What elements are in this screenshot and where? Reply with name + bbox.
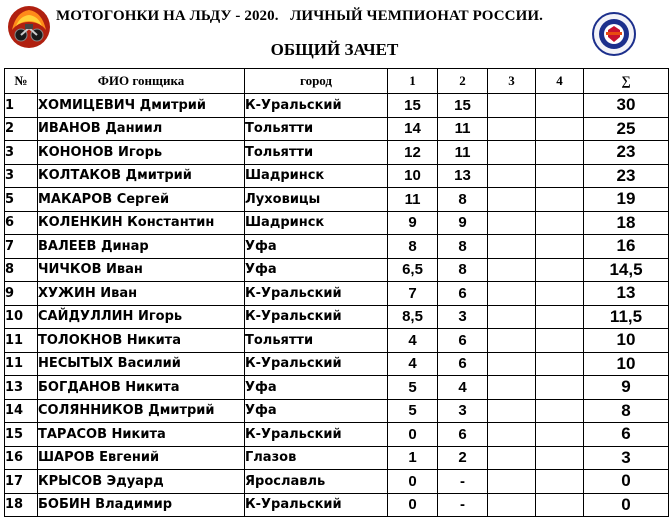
position-cell: 9 — [5, 282, 38, 306]
round-3-score-cell — [488, 493, 536, 517]
round-4-score-cell — [536, 188, 584, 212]
table-row — [5, 399, 669, 423]
city-cell: К-Уральский — [245, 305, 388, 329]
position-cell: 14 — [5, 399, 38, 423]
round-1-score-cell: 0 — [388, 470, 438, 494]
round-1-score-cell: 0 — [388, 493, 438, 517]
total-score-cell: 10 — [584, 329, 669, 353]
city-cell: Шадринск — [245, 211, 388, 235]
col-header-rider-name: ФИО гонщика — [38, 69, 245, 94]
city-cell: К-Уральский — [245, 282, 388, 306]
round-2-score-cell: 2 — [438, 446, 488, 470]
total-score-cell: 30 — [584, 94, 669, 118]
round-1-score-cell: 11 — [388, 188, 438, 212]
col-header-total: ∑ — [584, 69, 669, 94]
table-row — [5, 329, 669, 353]
table-row — [5, 493, 669, 517]
round-4-score-cell — [536, 258, 584, 282]
city-cell: Уфа — [245, 399, 388, 423]
city-cell: К-Уральский — [245, 352, 388, 376]
table-row — [5, 446, 669, 470]
city-cell: Тольятти — [245, 329, 388, 353]
position-cell: 7 — [5, 235, 38, 259]
position-cell: 3 — [5, 141, 38, 165]
rider-name-cell: САЙДУЛЛИН Игорь — [38, 305, 245, 329]
rider-name-cell: НЕСЫТЫХ Василий — [38, 352, 245, 376]
position-cell: 10 — [5, 305, 38, 329]
round-4-score-cell — [536, 305, 584, 329]
position-cell: 2 — [5, 117, 38, 141]
rider-name-cell: ТАРАСОВ Никита — [38, 423, 245, 447]
round-2-score-cell: 8 — [438, 235, 488, 259]
total-score-cell: 25 — [584, 117, 669, 141]
round-2-score-cell: - — [438, 493, 488, 517]
round-2-score-cell: 13 — [438, 164, 488, 188]
round-3-score-cell — [488, 470, 536, 494]
round-1-score-cell: 4 — [388, 352, 438, 376]
round-2-score-cell: 11 — [438, 141, 488, 165]
round-2-score-cell: 6 — [438, 423, 488, 447]
total-score-cell: 18 — [584, 211, 669, 235]
city-cell: К-Уральский — [245, 423, 388, 447]
total-score-cell: 13 — [584, 282, 669, 306]
total-score-cell: 3 — [584, 446, 669, 470]
total-score-cell: 9 — [584, 376, 669, 400]
city-cell: К-Уральский — [245, 94, 388, 118]
position-cell: 3 — [5, 164, 38, 188]
round-2-score-cell: 6 — [438, 282, 488, 306]
total-score-cell: 10 — [584, 352, 669, 376]
table-row — [5, 423, 669, 447]
round-1-score-cell: 10 — [388, 164, 438, 188]
rider-name-cell: ХОМИЦЕВИЧ Дмитрий — [38, 94, 245, 118]
rider-name-cell: БОБИН Владимир — [38, 493, 245, 517]
round-4-score-cell — [536, 235, 584, 259]
round-3-score-cell — [488, 329, 536, 353]
round-3-score-cell — [488, 235, 536, 259]
position-cell: 13 — [5, 376, 38, 400]
document-header — [0, 0, 669, 68]
rider-name-cell: КОНОНОВ Игорь — [38, 141, 245, 165]
round-4-score-cell — [536, 117, 584, 141]
rider-name-cell: КОЛЕНКИН Константин — [38, 211, 245, 235]
city-cell: Луховицы — [245, 188, 388, 212]
round-1-score-cell: 7 — [388, 282, 438, 306]
table-row — [5, 376, 669, 400]
position-cell: 1 — [5, 94, 38, 118]
round-2-score-cell: 3 — [438, 399, 488, 423]
round-2-score-cell: 11 — [438, 117, 488, 141]
round-2-score-cell: 8 — [438, 258, 488, 282]
round-1-score-cell: 8 — [388, 235, 438, 259]
position-cell: 8 — [5, 258, 38, 282]
round-3-score-cell — [488, 94, 536, 118]
standings-table — [4, 68, 669, 517]
table-header-row — [5, 69, 669, 94]
table-row — [5, 282, 669, 306]
table-row — [5, 470, 669, 494]
position-cell: 18 — [5, 493, 38, 517]
round-4-score-cell — [536, 493, 584, 517]
total-score-cell: 11,5 — [584, 305, 669, 329]
table-row — [5, 188, 669, 212]
table-row — [5, 352, 669, 376]
round-4-score-cell — [536, 352, 584, 376]
round-4-score-cell — [536, 446, 584, 470]
total-score-cell: 0 — [584, 493, 669, 517]
round-2-score-cell: 6 — [438, 329, 488, 353]
round-3-score-cell — [488, 141, 536, 165]
round-4-score-cell — [536, 164, 584, 188]
round-1-score-cell: 15 — [388, 94, 438, 118]
total-score-cell: 14,5 — [584, 258, 669, 282]
round-1-score-cell: 9 — [388, 211, 438, 235]
table-row — [5, 211, 669, 235]
col-header-city: город — [245, 69, 388, 94]
city-cell: Глазов — [245, 446, 388, 470]
round-3-score-cell — [488, 446, 536, 470]
round-1-score-cell: 6,5 — [388, 258, 438, 282]
round-3-score-cell — [488, 305, 536, 329]
page-subtitle: ОБЩИЙ ЗАЧЕТ — [270, 40, 399, 59]
table-row — [5, 235, 669, 259]
rider-name-cell: ИВАНОВ Даниил — [38, 117, 245, 141]
round-3-score-cell — [488, 399, 536, 423]
round-1-score-cell: 14 — [388, 117, 438, 141]
round-2-score-cell: 4 — [438, 376, 488, 400]
city-cell: Уфа — [245, 258, 388, 282]
round-1-score-cell: 5 — [388, 376, 438, 400]
rider-name-cell: КОЛТАКОВ Дмитрий — [38, 164, 245, 188]
round-3-score-cell — [488, 164, 536, 188]
round-3-score-cell — [488, 117, 536, 141]
round-3-score-cell — [488, 258, 536, 282]
total-score-cell: 8 — [584, 399, 669, 423]
city-cell: Ярославль — [245, 470, 388, 494]
total-score-cell: 16 — [584, 235, 669, 259]
city-cell: Уфа — [245, 376, 388, 400]
round-4-score-cell — [536, 399, 584, 423]
round-1-score-cell: 1 — [388, 446, 438, 470]
rider-name-cell: ВАЛЕЕВ Динар — [38, 235, 245, 259]
round-1-score-cell: 5 — [388, 399, 438, 423]
rider-name-cell: БОГДАНОВ Никита — [38, 376, 245, 400]
position-cell: 11 — [5, 352, 38, 376]
rider-name-cell: СОЛЯННИКОВ Дмитрий — [38, 399, 245, 423]
col-header-position: № — [5, 69, 38, 94]
round-3-score-cell — [488, 188, 536, 212]
round-4-score-cell — [536, 376, 584, 400]
table-row — [5, 117, 669, 141]
position-cell: 11 — [5, 329, 38, 353]
position-cell: 16 — [5, 446, 38, 470]
round-4-score-cell — [536, 423, 584, 447]
table-row — [5, 258, 669, 282]
position-cell: 15 — [5, 423, 38, 447]
round-1-score-cell: 12 — [388, 141, 438, 165]
position-cell: 17 — [5, 470, 38, 494]
col-header-round-2: 2 — [438, 69, 488, 94]
round-4-score-cell — [536, 282, 584, 306]
round-3-score-cell — [488, 376, 536, 400]
round-2-score-cell: 8 — [438, 188, 488, 212]
col-header-round-3: 3 — [488, 69, 536, 94]
rider-name-cell: ЧИЧКОВ Иван — [38, 258, 245, 282]
rider-name-cell: КРЫСОВ Эдуард — [38, 470, 245, 494]
total-score-cell: 19 — [584, 188, 669, 212]
round-3-score-cell — [488, 352, 536, 376]
city-cell: К-Уральский — [245, 493, 388, 517]
round-1-score-cell: 8,5 — [388, 305, 438, 329]
rider-name-cell: МАКАРОВ Сергей — [38, 188, 245, 212]
round-3-score-cell — [488, 423, 536, 447]
round-4-score-cell — [536, 470, 584, 494]
round-4-score-cell — [536, 141, 584, 165]
round-4-score-cell — [536, 94, 584, 118]
round-1-score-cell: 0 — [388, 423, 438, 447]
round-2-score-cell: 9 — [438, 211, 488, 235]
table-row — [5, 164, 669, 188]
total-score-cell: 0 — [584, 470, 669, 494]
table-row — [5, 94, 669, 118]
round-3-score-cell — [488, 211, 536, 235]
col-header-round-4: 4 — [536, 69, 584, 94]
round-1-score-cell: 4 — [388, 329, 438, 353]
rider-name-cell: ШАРОВ Евгений — [38, 446, 245, 470]
table-row — [5, 305, 669, 329]
total-score-cell: 6 — [584, 423, 669, 447]
round-2-score-cell: 6 — [438, 352, 488, 376]
rider-name-cell: ТОЛОКНОВ Никита — [38, 329, 245, 353]
position-cell: 5 — [5, 188, 38, 212]
city-cell: Тольятти — [245, 117, 388, 141]
round-2-score-cell: - — [438, 470, 488, 494]
rider-name-cell: ХУЖИН Иван — [38, 282, 245, 306]
round-4-score-cell — [536, 211, 584, 235]
total-score-cell: 23 — [584, 141, 669, 165]
city-cell: Тольятти — [245, 141, 388, 165]
round-2-score-cell: 3 — [438, 305, 488, 329]
round-3-score-cell — [488, 282, 536, 306]
round-2-score-cell: 15 — [438, 94, 488, 118]
total-score-cell: 23 — [584, 164, 669, 188]
col-header-round-1: 1 — [388, 69, 438, 94]
position-cell: 6 — [5, 211, 38, 235]
document-title: МОТОГОНКИ НА ЛЬДУ - 2020. ЛИЧНЫЙ ЧЕМПИОНАТ РОССИИ. — [56, 8, 544, 24]
city-cell: Уфа — [245, 235, 388, 259]
city-cell: Шадринск — [245, 164, 388, 188]
round-4-score-cell — [536, 329, 584, 353]
table-row — [5, 141, 669, 165]
